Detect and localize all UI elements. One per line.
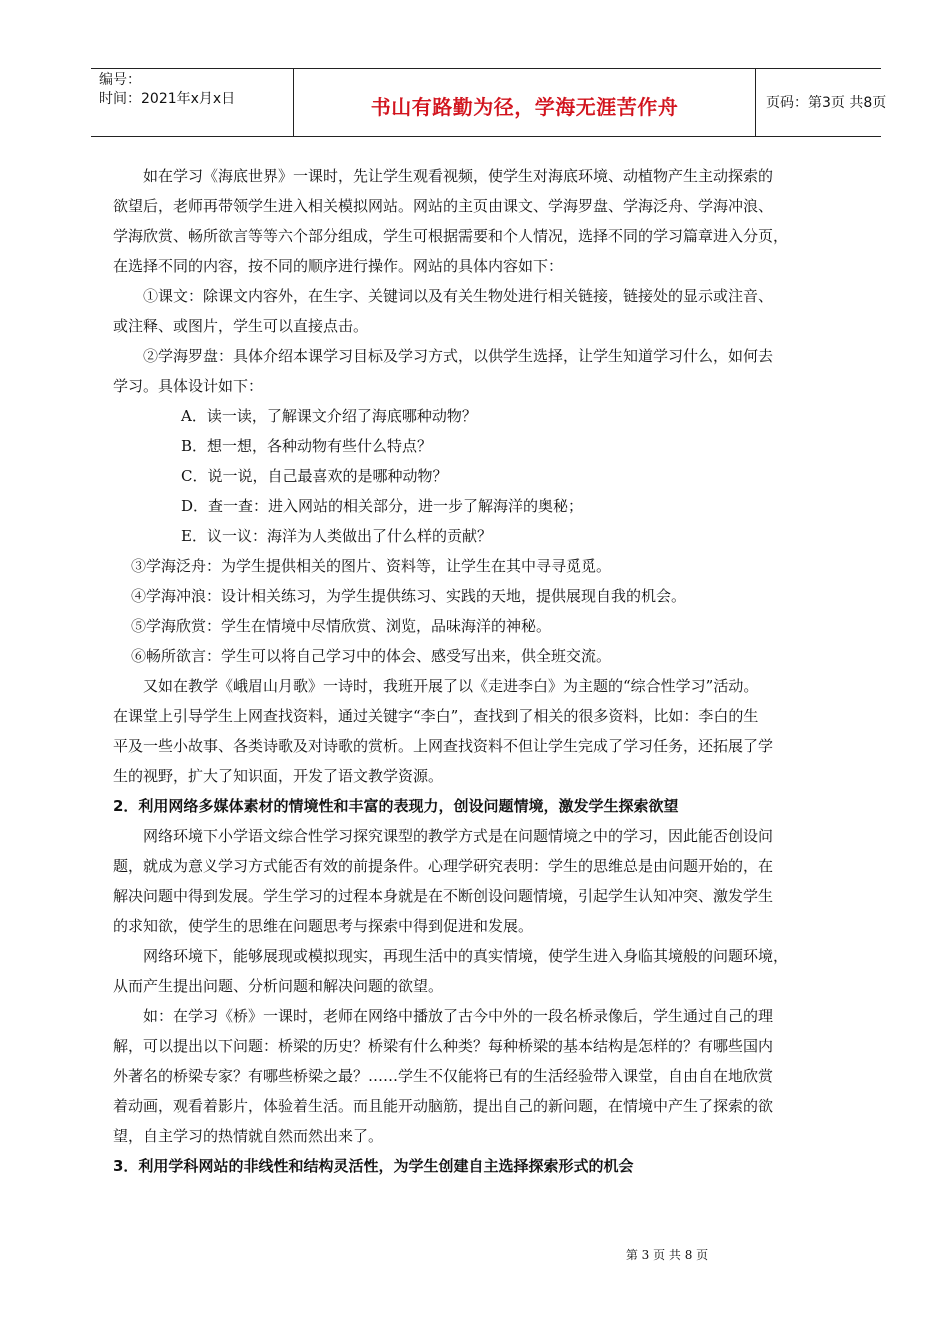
paragraph-line: ④学海冲浪：设计相关练习，为学生提供练习、实践的天地，提供展现自我的机会。	[131, 587, 687, 605]
paragraph-line: ①课文：除课文内容外，在生字、关键词以及有关生物处进行相关链接，链接处的显示或注音、	[143, 287, 774, 305]
list-item: E．议一议：海洋为人类做出了什么样的贡献？	[181, 527, 492, 545]
list-item: C．说一说，自己最喜欢的是哪种动物？	[181, 467, 448, 485]
paragraph-line: 在选择不同的内容，按不同的顺序进行操作。网站的具体内容如下：	[113, 257, 564, 275]
section-heading: 2．利用网络多媒体素材的情境性和丰富的表现力，创设问题情境，激发学生探索欲望	[113, 797, 679, 815]
paragraph-line: 网络环境下小学语文综合性学习探究课型的教学方式是在问题情境之中的学习，因此能否创设问	[143, 827, 774, 845]
header-page-cell	[756, 69, 887, 136]
motto-text: 书山有路勤为径，学海无涯苦作舟	[370, 95, 679, 119]
page-footer	[0, 1246, 950, 1263]
paragraph-line: 平及一些小故事、各类诗歌及对诗歌的赏析。上网查找资料不但让学生完成了学习任务，还拓展了学	[113, 737, 774, 755]
section-heading: 3．利用学科网站的非线性和结构灵活性，为学生创建自主选择探索形式的机会	[113, 1157, 634, 1175]
paragraph-line: 如在学习《海底世界》一课时，先让学生观看视频，使学生对海底环境、动植物产生主动探索的	[143, 167, 774, 185]
paragraph-line: ③学海泛舟：为学生提供相关的图片、资料等，让学生在其中寻寻觅觅。	[131, 557, 612, 575]
paragraph-line: 网络环境下，能够展现或模拟现实，再现生活中的真实情境，使学生进入身临其境般的问题环境，	[143, 947, 789, 965]
list-item: B．想一想，各种动物有些什么特点？	[181, 437, 433, 455]
paragraph-line: 学海欣赏、畅所欲言等等六个部分组成，学生可根据需要和个人情况，选择不同的学习篇章进入分页，	[113, 227, 789, 245]
paragraph-line: ⑤学海欣赏：学生在情境中尽情欣赏、浏览，品味海洋的神秘。	[131, 617, 552, 635]
paragraph-line: ⑥畅所欲言：学生可以将自己学习中的体会、感受写出来，供全班交流。	[131, 647, 612, 665]
paragraph-line: 学习。具体设计如下：	[113, 377, 264, 395]
time-label: 时间：2021年x月x日	[99, 91, 236, 107]
number-label: 编号：	[99, 72, 141, 88]
paragraph-line: 解决问题中得到发展。学生学习的过程本身就是在不断创设问题情境，引起学生认知冲突、激发学生	[113, 887, 774, 905]
footer-page-number: 第 3 页 共 8 页	[625, 1248, 709, 1262]
paragraph-line: 望，自主学习的热情就自然而然出来了。	[113, 1127, 384, 1145]
paragraph-line: 从而产生提出问题、分析问题和解决问题的欲望。	[113, 977, 444, 995]
paragraph-line: 外著名的桥梁专家？有哪些桥梁之最？……学生不仅能将已有的生活经验带入课堂，自由自在地欣赏	[113, 1067, 774, 1085]
paragraph-line: ②学海罗盘：具体介绍本课学习目标及学习方式，以供学生选择，让学生知道学习什么，如何去	[143, 347, 774, 365]
paragraph-line: 或注释、或图片，学生可以直接点击。	[113, 317, 369, 335]
page-info: 页码：第3页 共8页	[766, 95, 887, 111]
paragraph-line: 生的视野，扩大了知识面，开发了语文教学资源。	[113, 767, 444, 785]
header-motto-cell	[293, 69, 756, 136]
list-item: D．查一查：进入网站的相关部分，进一步了解海洋的奥秘；	[181, 497, 584, 515]
document-header	[91, 68, 887, 137]
paragraph-line: 着动画，观看着影片，体验着生活。而且能开动脑筋，提出自己的新问题，在情境中产生了探索的欲	[113, 1097, 774, 1115]
paragraph-line: 题，就成为意义学习方式能否有效的前提条件。心理学研究表明：学生的思维总是由问题开始的，在	[113, 857, 774, 875]
paragraph-line: 的求知欲，使学生的思维在问题思考与探索中得到促进和发展。	[113, 917, 534, 935]
header-meta-cell	[91, 69, 293, 136]
paragraph-line: 如：在学习《桥》一课时，老师在网络中播放了古今中外的一段名桥录像后，学生通过自己的理	[143, 1007, 774, 1025]
paragraph-line: 解，可以提出以下问题：桥梁的历史？桥梁有什么种类？每种桥梁的基本结构是怎样的？有哪些国内	[113, 1037, 774, 1055]
paragraph-line: 在课堂上引导学生上网查找资料，通过关键字“李白”，查找到了相关的很多资料，比如：李白的生	[113, 707, 759, 725]
list-item: A．读一读，了解课文介绍了海底哪种动物？	[181, 407, 477, 425]
paragraph-line: 欲望后，老师再带领学生进入相关模拟网站。网站的主页由课文、学海罗盘、学海泛舟、学海冲浪、	[113, 197, 774, 215]
paragraph-line: 又如在教学《峨眉山月歌》一诗时，我班开展了以《走进李白》为主题的“综合性学习”活动。	[143, 677, 759, 695]
